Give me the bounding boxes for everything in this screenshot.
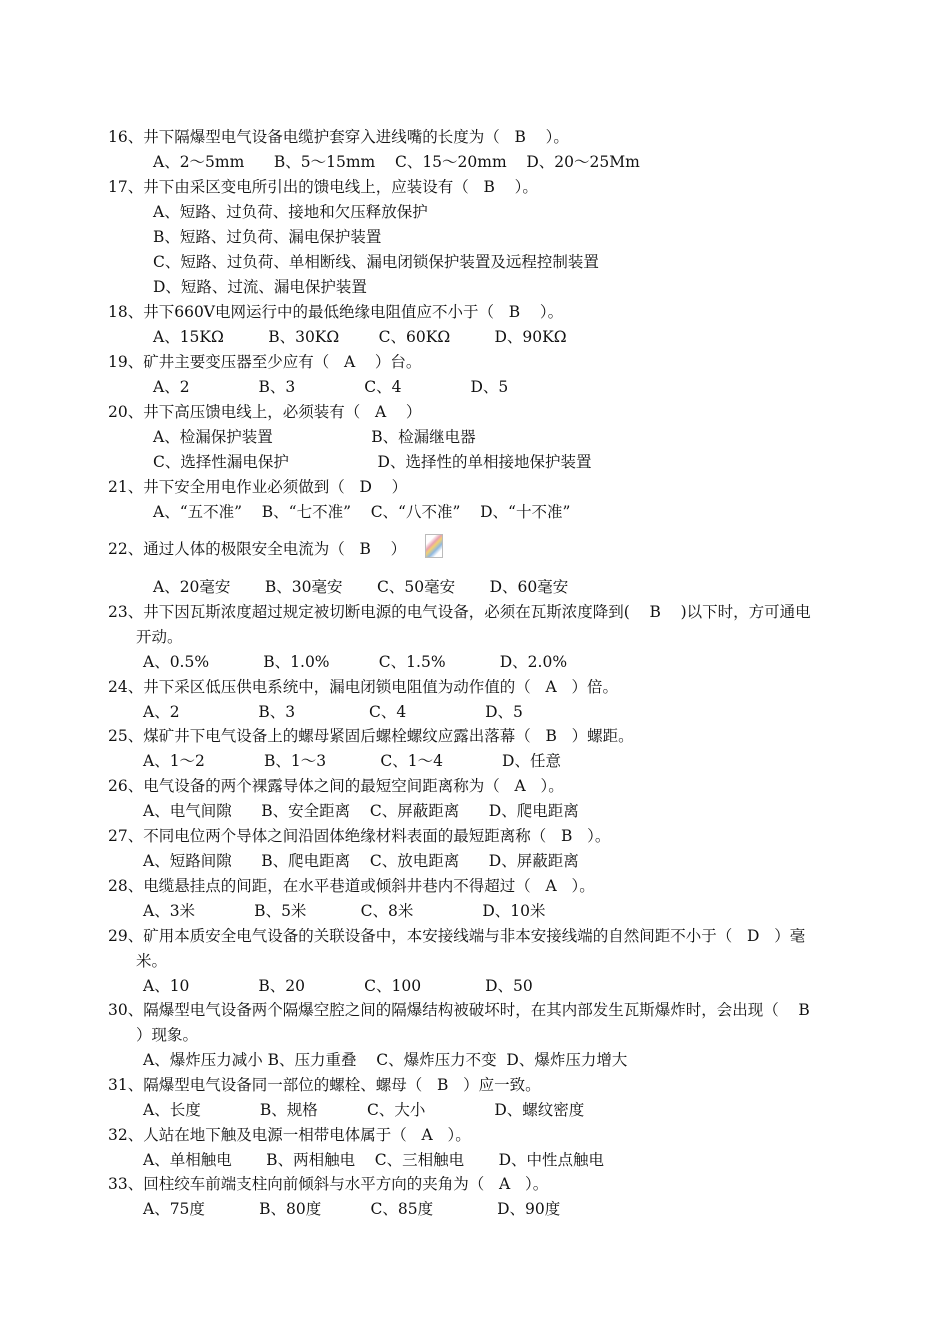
options-23: A、0.5% B、1.0% C、1.5% D、2.0% bbox=[143, 653, 568, 671]
inline-image-icon bbox=[425, 534, 443, 558]
options-32: A、单相触电 B、两相触电 C、三相触电 D、中性点触电 bbox=[143, 1151, 605, 1169]
question-27: 27、不同电位两个导体之间沿固体绝缘材料表面的最短距离称（ B ）。 bbox=[108, 827, 611, 845]
options-19: A、2 B、3 C、4 D、5 bbox=[153, 378, 509, 396]
options-31: A、长度 B、规格 C、大小 D、螺纹密度 bbox=[143, 1101, 585, 1119]
options-27: A、短路间隙 B、爬电距离 C、放电距离 D、屏蔽距离 bbox=[143, 852, 579, 870]
option-17a: A、短路、过负荷、接地和欠压释放保护 bbox=[153, 203, 428, 221]
question-25: 25、煤矿井下电气设备上的螺母紧固后螺栓螺纹应露出落幕（ B ）螺距。 bbox=[108, 727, 634, 745]
question-19: 19、矿井主要变压器至少应有（ A ）台。 bbox=[108, 353, 422, 371]
options-25: A、1～2 B、1～3 C、1～4 D、任意 bbox=[143, 752, 561, 770]
options-20-row1: A、检漏保护装置 B、检漏继电器 bbox=[153, 428, 476, 446]
options-30: A、爆炸压力减小 B、压力重叠 C、爆炸压力不变 D、爆炸压力增大 bbox=[143, 1051, 628, 1069]
option-17b: B、短路、过负荷、漏电保护装置 bbox=[153, 228, 382, 246]
question-16: 16、井下隔爆型电气设备电缆护套穿入进线嘴的长度为（ B ）。 bbox=[108, 128, 569, 146]
question-29-line1: 29、矿用本质安全电气设备的关联设备中，本安接线端与非本安接线端的自然间距不小于（ D ）毫 bbox=[108, 927, 806, 945]
question-23-line1: 23、井下因瓦斯浓度超过规定被切断电源的电气设备，必须在瓦斯浓度降到( B )以下时，方可通电 bbox=[108, 603, 811, 621]
options-22: A、20毫安 B、30毫安 C、50毫安 D、60毫安 bbox=[153, 578, 569, 596]
options-29: A、10 B、20 C、100 D、50 bbox=[143, 977, 533, 995]
options-20-row2: C、选择性漏电保护 D、选择性的单相接地保护装置 bbox=[153, 453, 592, 471]
question-21: 21、井下安全用电作业必须做到（ D ） bbox=[108, 478, 408, 496]
question-28: 28、电缆悬挂点的间距，在水平巷道或倾斜井巷内不得超过（ A ）。 bbox=[108, 877, 595, 895]
option-17c: C、短路、过负荷、单相断线、漏电闭锁保护装置及远程控制装置 bbox=[153, 253, 599, 271]
options-24: A、2 B、3 C、4 D、5 bbox=[143, 703, 523, 721]
question-31: 31、隔爆型电气设备同一部位的螺栓、螺母（ B ）应一致。 bbox=[108, 1076, 541, 1094]
question-18: 18、井下660V电网运行中的最低绝缘电阻值应不小于（ B ）。 bbox=[108, 303, 564, 321]
question-22: 22、通过人体的极限安全电流为（ B ） bbox=[108, 540, 407, 558]
question-33: 33、回柱绞车前端支柱向前倾斜与水平方向的夹角为（ A ）。 bbox=[108, 1175, 549, 1193]
options-33: A、75度 B、80度 C、85度 D、90度 bbox=[143, 1200, 561, 1218]
question-26: 26、电气设备的两个裸露导体之间的最短空间距离称为（ A ）。 bbox=[108, 777, 564, 795]
question-29-line2: 米。 bbox=[136, 952, 168, 970]
option-17d: D、短路、过流、漏电保护装置 bbox=[153, 278, 367, 296]
question-17: 17、井下由采区变电所引出的馈电线上，应装设有（ B ）。 bbox=[108, 178, 538, 196]
question-23-line2: 开动。 bbox=[136, 628, 183, 646]
question-32: 32、人站在地下触及电源一相带电体属于（ A ）。 bbox=[108, 1126, 471, 1144]
question-30-line2: ）现象。 bbox=[136, 1026, 199, 1044]
question-24: 24、井下采区低压供电系统中，漏电闭锁电阻值为动作值的（ A ）倍。 bbox=[108, 678, 618, 696]
question-20: 20、井下高压馈电线上，必须装有（ A ） bbox=[108, 403, 422, 421]
options-21: A、“五不准” B、“七不准” C、“八不准” D、“十不准” bbox=[153, 503, 571, 521]
question-30-line1: 30、隔爆型电气设备两个隔爆空腔之间的隔爆结构被破坏时，在其内部发生瓦斯爆炸时，会出现（ B bbox=[108, 1001, 810, 1019]
options-26: A、电气间隙 B、安全距离 C、屏蔽距离 D、爬电距离 bbox=[143, 802, 579, 820]
options-18: A、15KΩ B、30KΩ C、60KΩ D、90KΩ bbox=[153, 328, 567, 346]
options-16: A、2～5mm B、5～15mm C、15～20mm D、20～25Mm bbox=[153, 153, 640, 171]
options-28: A、3米 B、5米 C、8米 D、10米 bbox=[143, 902, 546, 920]
